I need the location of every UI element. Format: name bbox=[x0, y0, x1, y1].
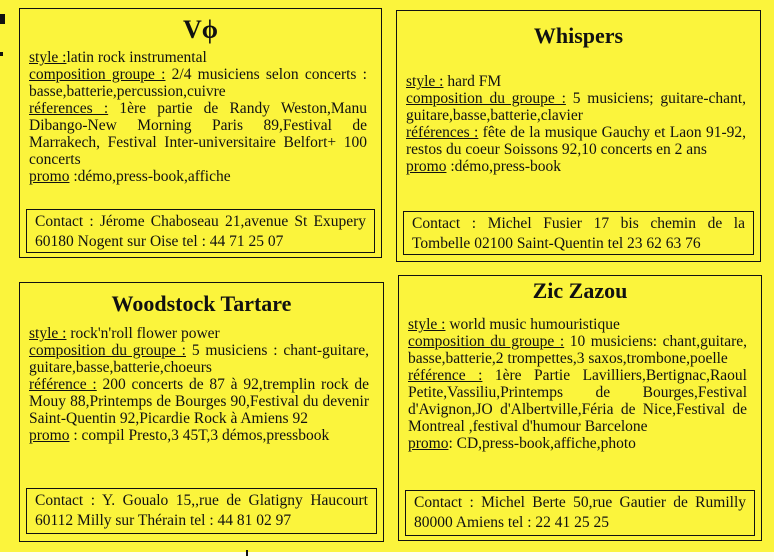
band-card-zic-zazou bbox=[398, 275, 762, 541]
composition-label: composition du groupe : bbox=[406, 90, 566, 107]
scan-bottom-edge bbox=[0, 552, 774, 560]
band-title: Vϕ bbox=[182, 15, 218, 44]
composition-value: 5 musiciens : chant-guitare, guitare,basse,batterie,choeurs bbox=[29, 342, 369, 376]
band-details bbox=[20, 49, 381, 185]
band-details bbox=[399, 316, 761, 452]
references-value: 1ère partie de Randy Weston,Manu Dibango-New Morning Paris 89,Festival de Marrakech, Festival Inter-universitaire Belfort+ 100 concerts bbox=[29, 100, 367, 168]
composition-label: composition du groupe : bbox=[408, 333, 565, 350]
promo-value: : compil Presto,3 45T,3 démos,pressbook bbox=[69, 427, 330, 444]
promo-value: : CD,press-book,affiche,photo bbox=[448, 435, 636, 452]
scan-tick-mark bbox=[246, 550, 248, 556]
references-value: 1ère Partie Lavilliers,Bertignac,Raoul Petite,Vassiliu,Printemps de Bourges,Festival d'Avignon,JO d'Albertville,Féria de Nice,Festival de Montreal ,festival d'humour Barcelone bbox=[408, 367, 747, 435]
composition-value: 5 musiciens; guitare-chant, guitare,basse,batterie,clavier bbox=[406, 90, 746, 124]
references-label: référence : bbox=[408, 367, 483, 384]
scan-edge-mark bbox=[0, 14, 5, 24]
promo-label: promo bbox=[29, 427, 70, 444]
band-title: Whispers bbox=[533, 23, 624, 48]
style-label: style : bbox=[408, 316, 446, 333]
references-label: réferences : bbox=[29, 100, 109, 117]
style-value: latin rock instrumental bbox=[66, 49, 207, 66]
promo-value: :démo,press-book bbox=[446, 158, 561, 175]
band-details bbox=[397, 73, 760, 175]
references-value: fête de la musique Gauchy et Laon 91-92, restos du coeur Soissons 92,10 concerts en 2 ans bbox=[406, 124, 746, 158]
contact-box: Contact : Michel Fusier 17 bis chemin de la Tombelle 02100 Saint-Quentin tel 23 62 63 76 bbox=[403, 211, 754, 255]
style-value: hard FM bbox=[443, 73, 502, 90]
style-label: style : bbox=[29, 49, 67, 66]
band-title: Zic Zazou bbox=[532, 278, 628, 303]
contact-box: Contact : Y. Goualo 15,,rue de Glatigny Haucourt 60112 Milly sur Thérain tel : 44 81 02 97 bbox=[26, 488, 377, 534]
promo-label: promo bbox=[406, 158, 447, 175]
contact-box: Contact : Jérome Chaboseau 21,avenue St Exupery 60180 Nogent sur Oise tel : 44 71 25 07 bbox=[26, 209, 375, 253]
references-value: 200 concerts de 87 à 92,tremplin rock de Mouy 88,Printemps de Bourges 90,Festival du devenir Saint-Quentin 92,Picardie Rock à Amiens 92 bbox=[29, 376, 369, 427]
band-card-vo bbox=[19, 8, 382, 258]
scan-edge-mark bbox=[0, 52, 3, 56]
contact-box: Contact : Michel Berte 50,rue Gautier de Rumilly 80000 Amiens tel : 22 41 25 25 bbox=[405, 490, 755, 536]
references-label: référence : bbox=[29, 376, 97, 393]
band-card-whispers bbox=[396, 10, 761, 262]
style-value: rock'n'roll flower power bbox=[66, 325, 220, 342]
composition-label: composition du groupe : bbox=[29, 342, 186, 359]
style-value: world music humouristique bbox=[445, 316, 620, 333]
style-label: style : bbox=[29, 325, 67, 342]
promo-value: :démo,press-book,affiche bbox=[69, 168, 231, 185]
band-title: Woodstock Tartare bbox=[111, 291, 292, 316]
band-card-woodstock-tartare bbox=[19, 282, 384, 542]
references-label: références : bbox=[406, 124, 479, 141]
composition-value: 2/4 musiciens selon concerts : basse,batterie,percussion,cuivre bbox=[29, 66, 367, 100]
composition-value: 10 musiciens: chant,guitare, basse,batterie,2 trompettes,3 saxos,trombone,poelle bbox=[408, 333, 747, 367]
band-details bbox=[20, 325, 383, 444]
style-label: style : bbox=[406, 73, 444, 90]
promo-label: promo bbox=[29, 168, 70, 185]
promo-label: promo bbox=[408, 435, 449, 452]
composition-label: composition groupe : bbox=[29, 66, 166, 83]
